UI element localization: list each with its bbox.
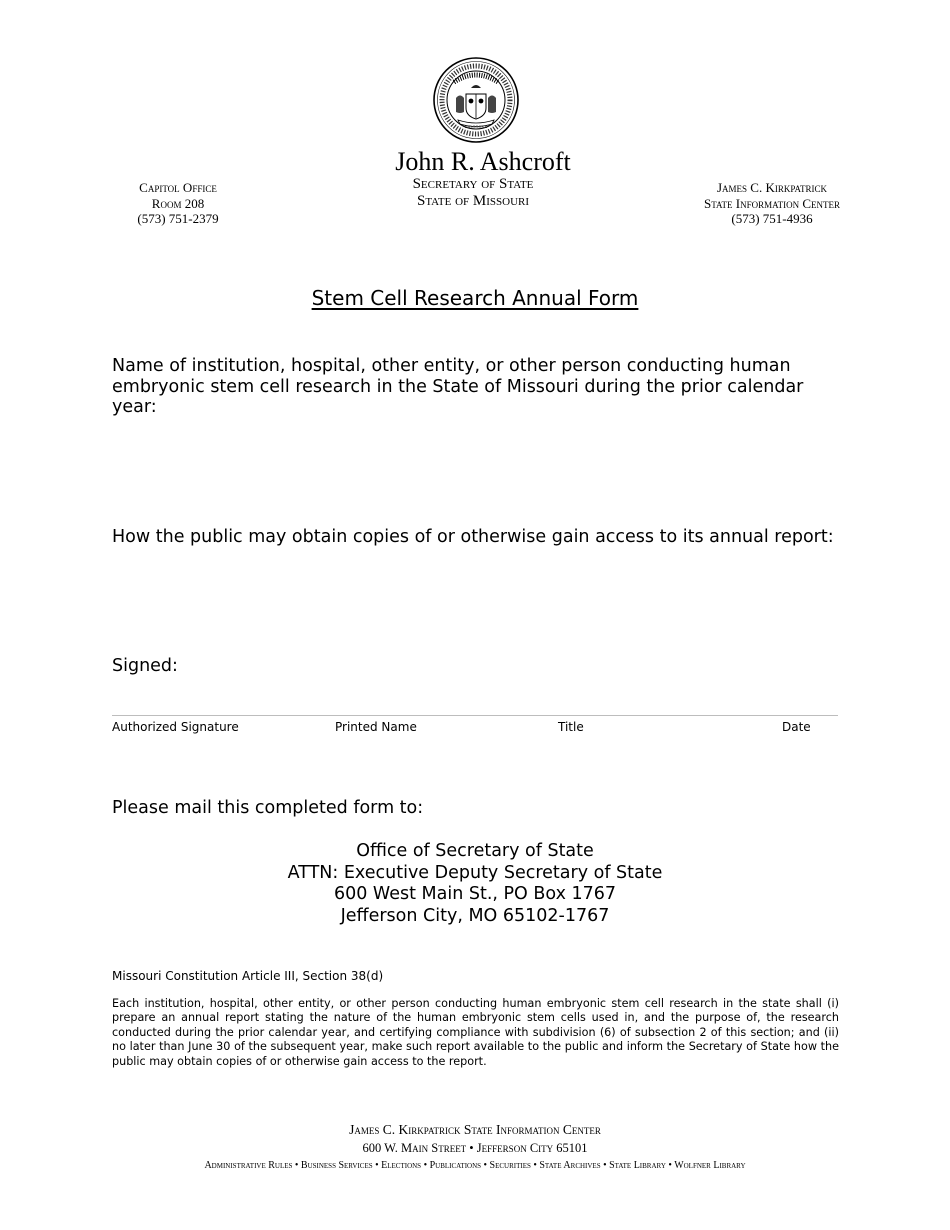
official-title-line1: Secretary of State (412, 176, 534, 192)
mailing-address-line4: Jefferson City, MO 65102-1767 (340, 905, 610, 926)
authorized-signature-label: Authorized Signature (112, 720, 239, 734)
question-public-access: How the public may obtain copies of or otherwise gain access to its annual report: (112, 527, 834, 547)
capitol-office-line2: Room 208 (151, 195, 205, 211)
official-title-line2: State of Missouri (416, 193, 530, 209)
form-title: Stem Cell Research Annual Form (311, 286, 639, 310)
date-label: Date (782, 720, 811, 734)
constitution-reference: Missouri Constitution Article III, Section 38(d) (112, 969, 384, 983)
signature-line[interactable] (112, 715, 838, 716)
question-institution-name: Name of institution, hospital, other entity, or other person conducting human embryonic stem cell research in the State of Missouri during the prior calendar year: (112, 356, 804, 417)
mailing-address-line1: Office of Secretary of State (356, 841, 594, 861)
capitol-office-phone: (573) 751-2379 (137, 211, 219, 226)
footer-center-name: James C. Kirkpatrick State Information Center (349, 1122, 601, 1137)
information-center-phone: (573) 751-4936 (731, 211, 813, 226)
information-center-block (666, 180, 878, 227)
svg-text:MDCCCXX: MDCCCXX (464, 124, 488, 129)
state-seal-icon (432, 56, 520, 144)
official-name: John R. Ashcroft (395, 147, 571, 176)
mail-instructions: Please mail this completed form to: (112, 798, 424, 818)
footer-services: Administrative Rules • Business Services • Elections • Publications • Securities • State Archives • State Library • Wolfner Library (204, 1160, 746, 1171)
footer-address: 600 W. Main Street • Jefferson City 65101 (362, 1141, 588, 1155)
printed-name-label: Printed Name (335, 720, 417, 734)
capitol-office-block (98, 180, 258, 227)
mailing-address (0, 841, 950, 927)
constitution-text: Each institution, hospital, other entity, or other person conducting human embryonic stem cell research in the state shall (i) prepare an annual report stating the nature of the human embryonic stem cells used in, and the purpose of, the research conducted during the prior calendar year, and certifying compliance with subdivision (6) of subsection 2 of this section; and (ii) no later than June 30 of the subsequent year, make such report available to the public and inform the Secretary of State how the public may obtain copies of or otherwise gain access to the report. (112, 997, 839, 1068)
title-label: Title (558, 720, 584, 734)
mailing-address-line2: ATTN: Executive Deputy Secretary of State (287, 862, 663, 883)
information-center-line2: State Information Center (703, 195, 840, 211)
mailing-address-line3: 600 West Main St., PO Box 1767 (333, 884, 617, 904)
signed-label: Signed: (112, 656, 178, 676)
information-center-line1: James C. Kirkpatrick (716, 180, 828, 195)
capitol-office-line1: Capitol Office (139, 180, 217, 195)
